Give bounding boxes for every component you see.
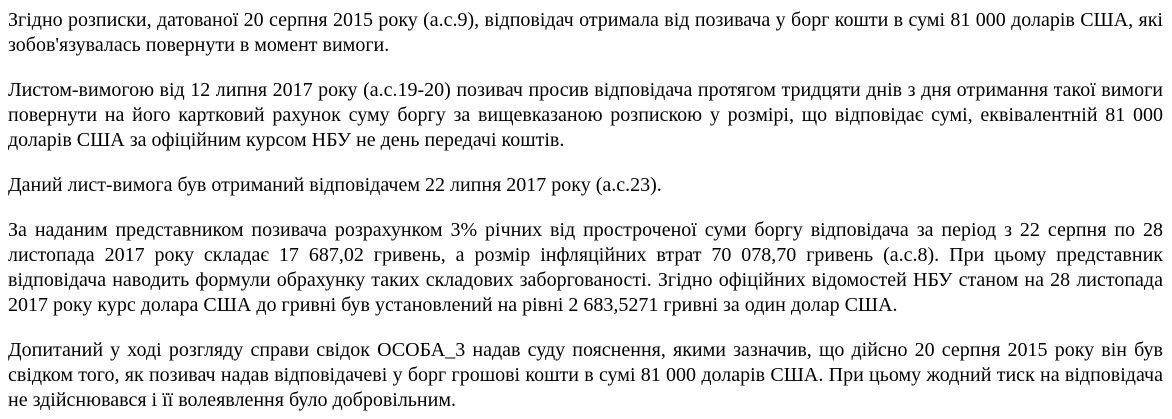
paragraph-loan-receipt: Згідно розписки, датованої 20 серпня 2015 року (а.с.9), відповідач отримала від позивача у борг кошти в сумі 81 000 доларів США, які зобов'язувалась повернути в момент вимоги. <box>8 9 1163 56</box>
paragraph-debt-calculation: За наданим представником позивача розрахунком 3% річних від простроченої суми боргу відповідача за період з 22 серпня по 28 листопада 2017 року складає 17 687,02 гривень, а розмір інфляційних втрат 70 078,70 гривень (а.с.8). При цьому представник відповідача наводить формули обрахунку таких складових заборгованості. Згідно офіційних відомостей НБУ станом на 28 листопада 2017 року курс долара США до гривні був установлений на рівні 2 683,5271 гривні за один долар США. <box>8 219 1163 316</box>
paragraph-witness-testimony: Допитаний у ході розгляду справи свідок ОСОБА_3 надав суду пояснення, якими зазначив, що дійсно 20 серпня 2015 року він був свідком того, як позивач надав відповідачеві у борг грошові кошти в сумі 81 000 доларів США. При цьому жодний тиск на відповідача не здійснювався і її волеявлення було добровільним. <box>8 339 1163 411</box>
paragraph-letter-received: Даний лист-вимога був отриманий відповідачем 22 липня 2017 року (а.с.23). <box>8 174 662 196</box>
paragraph-demand-letter: Листом-вимогою від 12 липня 2017 року (а.с.19-20) позивач просив відповідача протягом тридцяти днів з дня отримання такої вимоги повернути на його картковий рахунок суму боргу за вищевказаною розпискою у розмірі, що відповідає сумі, еквівалентній 81 000 доларів США за офіційним курсом НБУ не день передачі коштів. <box>8 79 1163 151</box>
document-body <box>8 8 1163 413</box>
